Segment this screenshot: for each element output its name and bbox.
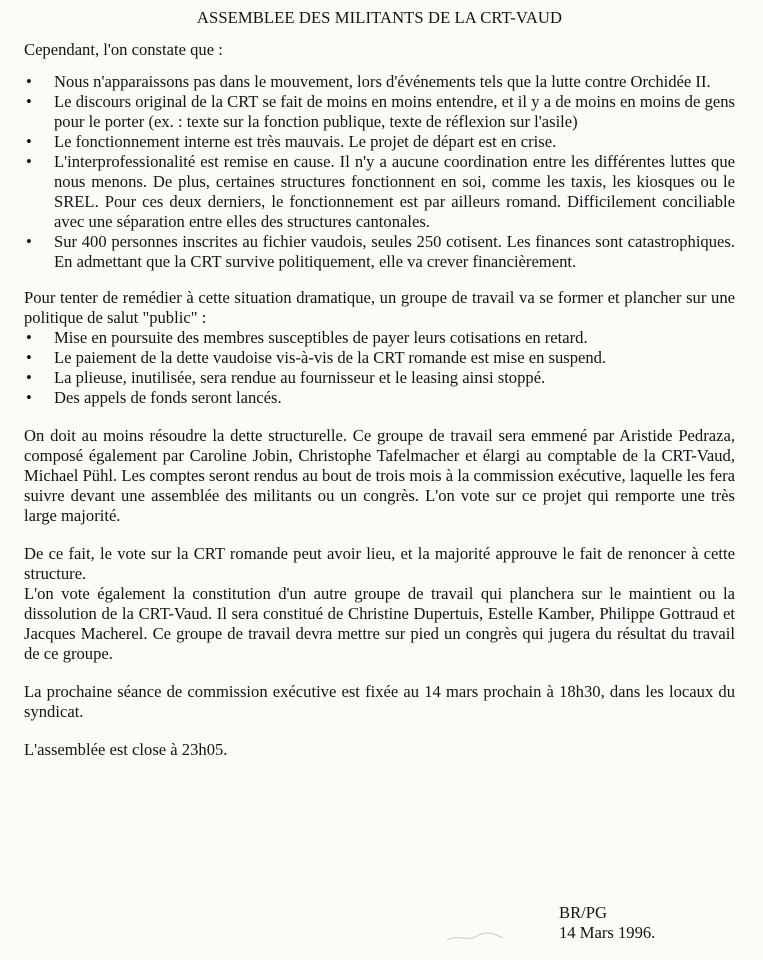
measure-item: • Le paiement de la dette vaudoise vis-à-vis de la CRT romande est mise en suspend.: [24, 348, 735, 368]
remedy-intro: Pour tenter de remédier à cette situation dramatique, un groupe de travail va se former et plancher sur une politique de salut "public" :: [24, 288, 735, 327]
measure-item: • Des appels de fonds seront lancés.: [24, 388, 735, 408]
signature-initials: BR/PG: [559, 903, 607, 922]
measure-item: • Mise en poursuite des membres susceptibles de payer leurs cotisations en retard.: [24, 328, 735, 348]
finding-item: • L'interprofessionalité est remise en cause. Il n'y a aucune coordination entre les différentes luttes que nous menons. De plus, certaines structures fonctionnent en soi, comme les taxis, les kiosques ou le SREL. Pour ces deux derniers, le fonctionnement est par ailleurs romand. Difficilement conciliable avec une séparation entre elles des structures cantonales.: [24, 152, 735, 232]
finding-item: • Le discours original de la CRT se fait de moins en moins entendre, et il y a de moins en moins de gens pour le porter (ex. : texte sur la fonction publique, texte de réflexion sur l'asile): [24, 92, 735, 132]
bleed-through-mark: [445, 930, 505, 944]
finding-item: • Le fonctionnement interne est très mauvais. Le projet de départ est en crise.: [24, 132, 735, 152]
intro-text: Cependant, l'on constate que :: [24, 40, 223, 59]
paragraph-next-session: La prochaine séance de commission exécutive est fixée au 14 mars prochain à 18h30, dans les locaux du syndicat.: [24, 682, 735, 721]
paragraph-debt: On doit au moins résoudre la dette structurelle. Ce groupe de travail sera emmené par Aristide Pedraza, composé également par Caroline Jobin, Christophe Tafelmacher et élargi au comptable de la CRT-Vaud, Michael Pühl. Les comptes seront rendus au bout de trois mois à la commission exécutive, laquelle les fera suivre devant une assemblée des militants ou un congrès. L'on vote sur ce projet qui remporte une très large majorité.: [24, 426, 735, 525]
findings-list: [24, 72, 735, 272]
paragraph-group: L'on vote également la constitution d'un autre groupe de travail qui planchera sur le maintient ou la dissolution de la CRT-Vaud. Il sera constitué de Christine Dupertuis, Estelle Kamber, Philippe Gottraud et Jacques Macherel. Ce groupe de travail devra mettre sur pied un congrès qui jugera du résultat du travail de ce groupe.: [24, 584, 735, 663]
finding-item: • Nous n'apparaissons pas dans le mouvement, lors d'événements tels que la lutte contre Orchidée II.: [24, 72, 735, 92]
measure-item: • La plieuse, inutilisée, sera rendue au fournisseur et le leasing ainsi stoppé.: [24, 368, 735, 388]
signature-date: 14 Mars 1996.: [559, 923, 656, 942]
measures-list: [24, 328, 735, 408]
signature-block: [559, 903, 655, 943]
finding-item: • Sur 400 personnes inscrites au fichier vaudois, seules 250 cotisent. Les finances sont catastrophiques. En admettant que la CRT survive politiquement, elle va crever financièrement.: [24, 232, 735, 272]
closing-text: L'assemblée est close à 23h05.: [24, 740, 228, 759]
paragraph-vote: De ce fait, le vote sur la CRT romande peut avoir lieu, et la majorité approuve le fait de renoncer à cette structure.: [24, 544, 735, 583]
document-title: ASSEMBLEE DES MILITANTS DE LA CRT-VAUD: [196, 8, 563, 27]
